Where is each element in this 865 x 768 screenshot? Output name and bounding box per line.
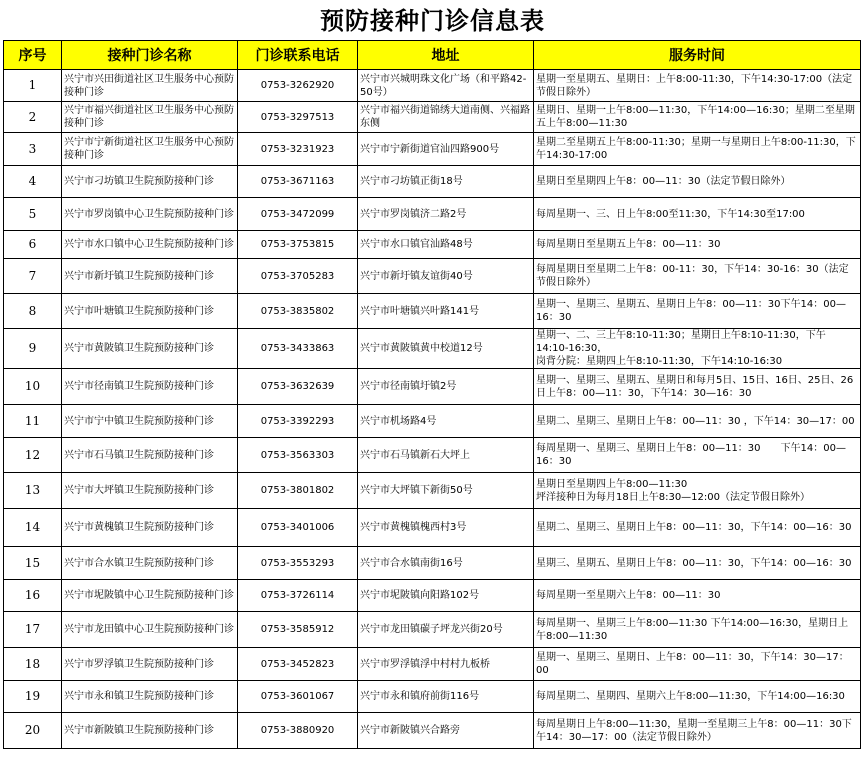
table-row (4, 580, 861, 612)
table-row (4, 259, 861, 294)
service-hours: 星期二、星期三、星期日上午8：00—11：30 ，下午14：30—17：00 (534, 405, 861, 438)
clinic-table (3, 40, 861, 749)
table-row (4, 612, 861, 648)
service-hours: 星期日至星期四上午8：00—11：30（法定节假日除外） (534, 166, 861, 198)
service-hours: 星期三、星期五、星期日上午8：00—11：30，下午14：00—16：30 (534, 547, 861, 580)
row-number: 1 (4, 70, 62, 102)
service-hours: 每周星期日至星期五上午8：00—11：30 (534, 231, 861, 259)
clinic-address: 兴宁市水口镇官汕路48号 (358, 231, 534, 259)
table-row (4, 438, 861, 473)
clinic-name: 兴宁市永和镇卫生院预防接种门诊 (62, 681, 238, 713)
row-number: 11 (4, 405, 62, 438)
table-row (4, 231, 861, 259)
clinic-address: 兴宁市合水镇南街16号 (358, 547, 534, 580)
clinic-name: 兴宁市大坪镇卫生院预防接种门诊 (62, 473, 238, 509)
clinic-name: 兴宁市罗岗镇中心卫生院预防接种门诊 (62, 198, 238, 231)
service-hours: 每周星期一、星期三、星期日上午8：00—11：30 下午14：00—16：30 (534, 438, 861, 473)
row-number: 14 (4, 509, 62, 547)
clinic-name: 兴宁市坭陂镇中心卫生院预防接种门诊 (62, 580, 238, 612)
clinic-address: 兴宁市新圩镇友谊街40号 (358, 259, 534, 294)
service-hours: 星期一、星期三、星期日、上午8：00—11：30，下午14：30—17：00 (534, 648, 861, 681)
clinic-phone: 0753-3726114 (238, 580, 358, 612)
clinic-phone: 0753-3262920 (238, 70, 358, 102)
clinic-address: 兴宁市刁坊镇正街18号 (358, 166, 534, 198)
clinic-address: 兴宁市永和镇府前街116号 (358, 681, 534, 713)
table-row (4, 329, 861, 369)
clinic-phone: 0753-3753815 (238, 231, 358, 259)
service-hours: 星期一、星期三、星期五、星期日上午8：00—11：30下午14：00—16：30 (534, 294, 861, 329)
table-row (4, 405, 861, 438)
row-number: 5 (4, 198, 62, 231)
page-title: 预防接种门诊信息表 (320, 6, 545, 35)
clinic-address: 兴宁市福兴街道锦绣大道南侧、兴福路东侧 (358, 102, 534, 133)
row-number: 7 (4, 259, 62, 294)
clinic-address: 兴宁市机场路4号 (358, 405, 534, 438)
service-hours: 星期二、星期三、星期日上午8：00—11：30，下午14：00—16：30 (534, 509, 861, 547)
clinic-name: 兴宁市福兴街道社区卫生服务中心预防接种门诊 (62, 102, 238, 133)
row-number: 20 (4, 713, 62, 749)
row-number: 17 (4, 612, 62, 648)
clinic-name: 兴宁市刁坊镇卫生院预防接种门诊 (62, 166, 238, 198)
clinic-name: 兴宁市石马镇卫生院预防接种门诊 (62, 438, 238, 473)
service-hours: 每周星期二、星期四、星期六上午8:00—11:30，下午14:00—16:30 (534, 681, 861, 713)
table-row (4, 294, 861, 329)
table-row (4, 473, 861, 509)
row-number: 10 (4, 369, 62, 405)
service-hours: 星期一至星期五、星期日：上午8:00-11:30，下午14:30-17:00（法定节假日除外） (534, 70, 861, 102)
clinic-phone: 0753-3632639 (238, 369, 358, 405)
clinic-phone: 0753-3563303 (238, 438, 358, 473)
clinic-phone: 0753-3601067 (238, 681, 358, 713)
clinic-address: 兴宁市叶塘镇兴叶路141号 (358, 294, 534, 329)
row-number: 8 (4, 294, 62, 329)
service-hours: 每周星期日上午8:00—11:30，星期一至星期三上午8：00—11：30下午14：30—17：00（法定节假日除外） (534, 713, 861, 749)
header-no: 序号 (4, 41, 62, 70)
clinic-phone: 0753-3401006 (238, 509, 358, 547)
clinic-name: 兴宁市龙田镇中心卫生院预防接种门诊 (62, 612, 238, 648)
clinic-phone: 0753-3835802 (238, 294, 358, 329)
clinic-phone: 0753-3433863 (238, 329, 358, 369)
clinic-address: 兴宁市兴城明珠文化广场（和平路42-50号） (358, 70, 534, 102)
row-number: 13 (4, 473, 62, 509)
table-row (4, 713, 861, 749)
clinic-address: 兴宁市大坪镇下新街50号 (358, 473, 534, 509)
clinic-address: 兴宁市罗浮镇浮中村村九板桥 (358, 648, 534, 681)
clinic-phone: 0753-3671163 (238, 166, 358, 198)
clinic-phone: 0753-3452823 (238, 648, 358, 681)
clinic-name: 兴宁市宁新街道社区卫生服务中心预防接种门诊 (62, 133, 238, 166)
table-row (4, 369, 861, 405)
table-row (4, 102, 861, 133)
row-number: 9 (4, 329, 62, 369)
clinic-address: 兴宁市黄陂镇黄中校道12号 (358, 329, 534, 369)
clinic-phone: 0753-3880920 (238, 713, 358, 749)
row-number: 12 (4, 438, 62, 473)
clinic-phone: 0753-3553293 (238, 547, 358, 580)
row-number: 2 (4, 102, 62, 133)
clinic-address: 兴宁市罗岗镇济二路2号 (358, 198, 534, 231)
header-phone: 门诊联系电话 (238, 41, 358, 70)
table-row (4, 547, 861, 580)
table-row (4, 681, 861, 713)
clinic-name: 兴宁市新圩镇卫生院预防接种门诊 (62, 259, 238, 294)
service-hours: 星期二至星期五上午8:00-11:30；星期一与星期日上午8:00-11:30，下午14:30-17:00 (534, 133, 861, 166)
clinic-phone: 0753-3801802 (238, 473, 358, 509)
row-number: 19 (4, 681, 62, 713)
clinic-name: 兴宁市黄陂镇卫生院预防接种门诊 (62, 329, 238, 369)
service-hours: 每周星期一至星期六上午8：00—11：30 (534, 580, 861, 612)
clinic-phone: 0753-3297513 (238, 102, 358, 133)
service-hours: 星期日、星期一上午8:00—11:30，下午14:00—16:30；星期二至星期五上午8:00—11:30 (534, 102, 861, 133)
table-row (4, 509, 861, 547)
clinic-name: 兴宁市黄槐镇卫生院预防接种门诊 (62, 509, 238, 547)
row-number: 15 (4, 547, 62, 580)
row-number: 18 (4, 648, 62, 681)
clinic-name: 兴宁市合水镇卫生院预防接种门诊 (62, 547, 238, 580)
table-row (4, 133, 861, 166)
table-row (4, 166, 861, 198)
clinic-name: 兴宁市水口镇中心卫生院预防接种门诊 (62, 231, 238, 259)
service-hours: 每周星期一、三、日上午8:00至11:30，下午14:30至17:00 (534, 198, 861, 231)
header-address: 地址 (358, 41, 534, 70)
clinic-address: 兴宁市龙田镇碳子坪龙兴街20号 (358, 612, 534, 648)
table-body (4, 70, 861, 749)
clinic-address: 兴宁市径南镇圩镇2号 (358, 369, 534, 405)
table-header-row (4, 41, 861, 70)
table-row (4, 648, 861, 681)
clinic-address: 兴宁市新陂镇兴合路旁 (358, 713, 534, 749)
clinic-phone: 0753-3231923 (238, 133, 358, 166)
service-hours: 每周星期日至星期二上午8：00-11：30，下午14：30-16：30（法定节假日除外） (534, 259, 861, 294)
header-clinic-name: 接种门诊名称 (62, 41, 238, 70)
clinic-name: 兴宁市新陂镇卫生院预防接种门诊 (62, 713, 238, 749)
header-hours: 服务时间 (534, 41, 861, 70)
clinic-address: 兴宁市石马镇新石大坪上 (358, 438, 534, 473)
table-row (4, 198, 861, 231)
clinic-address: 兴宁市宁新街道官汕四路900号 (358, 133, 534, 166)
clinic-name: 兴宁市径南镇卫生院预防接种门诊 (62, 369, 238, 405)
clinic-name: 兴宁市叶塘镇卫生院预防接种门诊 (62, 294, 238, 329)
row-number: 3 (4, 133, 62, 166)
row-number: 6 (4, 231, 62, 259)
row-number: 4 (4, 166, 62, 198)
clinic-name: 兴宁市罗浮镇卫生院预防接种门诊 (62, 648, 238, 681)
service-hours: 星期日至星期四上午8:00—11:30 坪洋接种日为每月18日上午8:30—12:00（法定节假日除外） (534, 473, 861, 509)
clinic-phone: 0753-3472099 (238, 198, 358, 231)
clinic-name: 兴宁市宁中镇卫生院预防接种门诊 (62, 405, 238, 438)
row-number: 16 (4, 580, 62, 612)
clinic-address: 兴宁市坭陂镇向阳路102号 (358, 580, 534, 612)
service-hours: 星期一、星期三、星期五、星期日和每月5日、15日、16日、25日、26日上午8：00—11：30，下午14：30—16：30 (534, 369, 861, 405)
service-hours: 每周星期一、星期三上午8:00—11:30 下午14:00—16:30，星期日上午8:00—11:30 (534, 612, 861, 648)
table-row (4, 70, 861, 102)
clinic-phone: 0753-3705283 (238, 259, 358, 294)
clinic-phone: 0753-3392293 (238, 405, 358, 438)
service-hours: 星期一、二、三上午8:10-11:30；星期日上午8:10-11:30，下午14:10-16:30， 岗背分院：星期四上午8:10-11:30，下午14:10-16:30 (534, 329, 861, 369)
clinic-phone: 0753-3585912 (238, 612, 358, 648)
clinic-address: 兴宁市黄槐镇槐西村3号 (358, 509, 534, 547)
clinic-name: 兴宁市兴田街道社区卫生服务中心预防接种门诊 (62, 70, 238, 102)
